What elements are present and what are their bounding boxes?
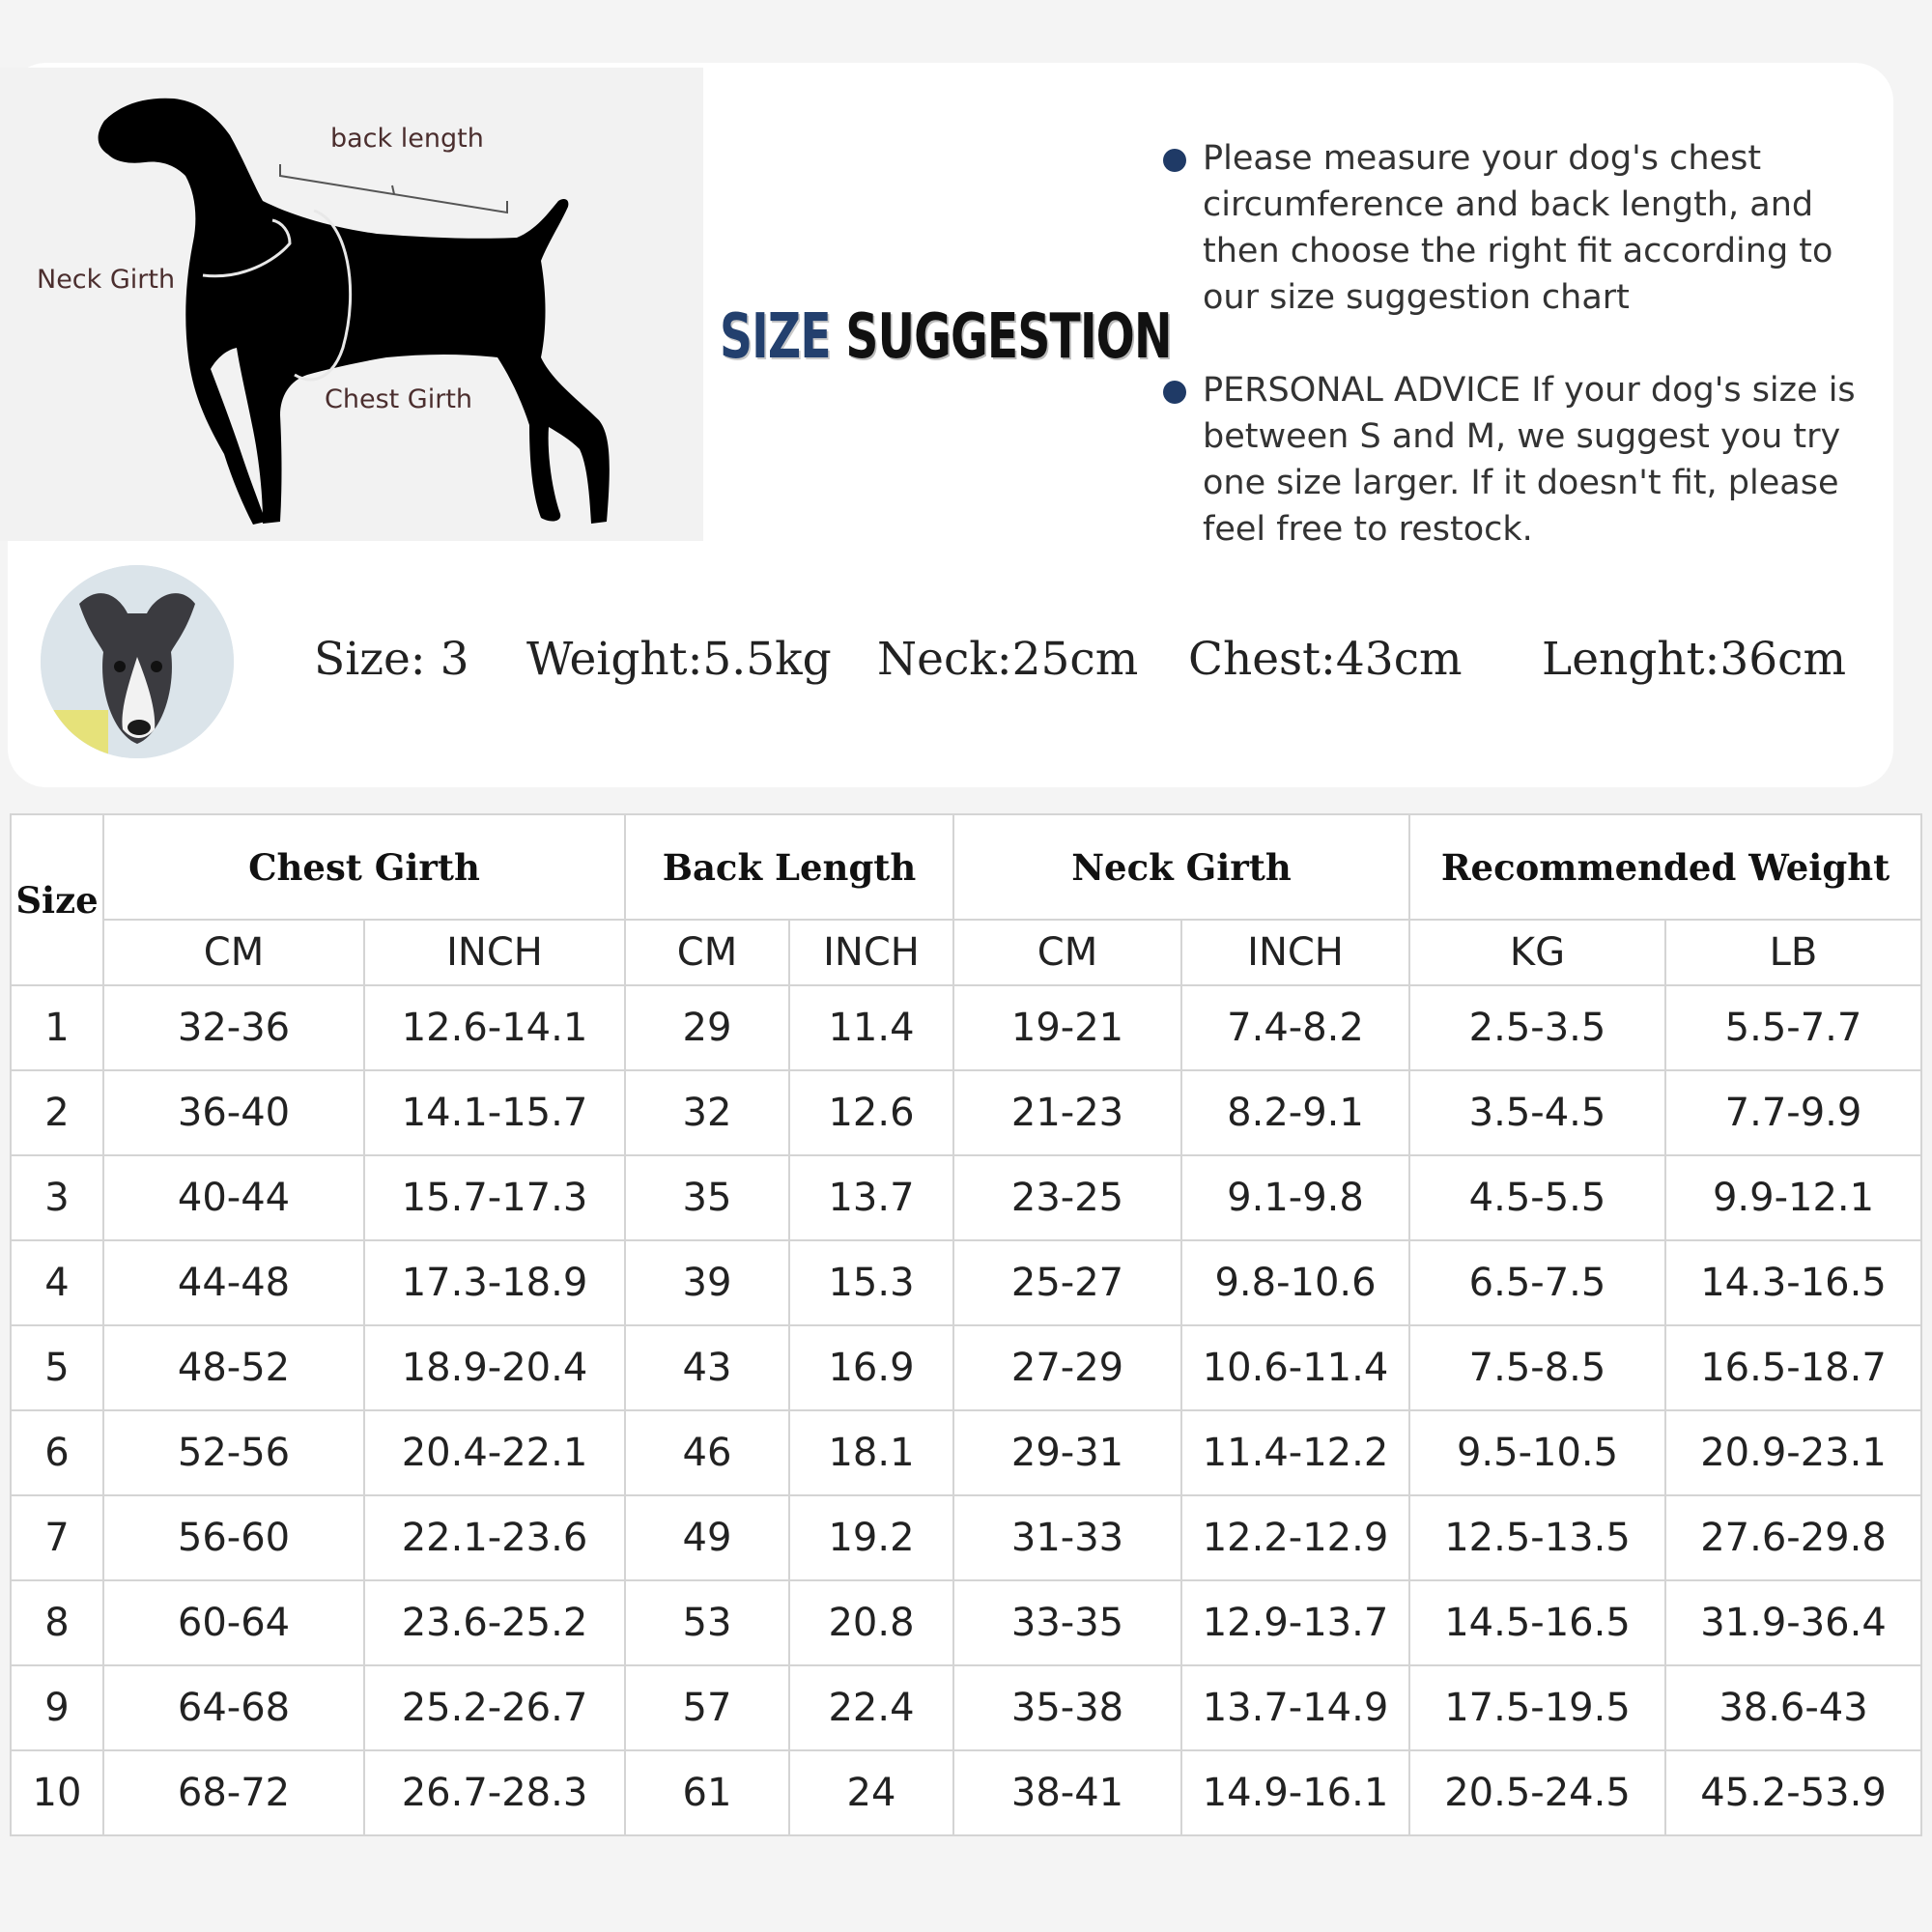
table-cell: 60-64 bbox=[103, 1580, 364, 1665]
table-cell: 35 bbox=[625, 1155, 789, 1240]
table-cell: 16.9 bbox=[789, 1325, 953, 1410]
tip-measure bbox=[1203, 135, 1898, 321]
recommended-weight-header: Recommended Weight bbox=[1409, 814, 1921, 920]
table-cell: 31.9-36.4 bbox=[1665, 1580, 1921, 1665]
table-cell: 22.1-23.6 bbox=[364, 1495, 625, 1580]
table-cell: 13.7 bbox=[789, 1155, 953, 1240]
table-cell: 35-38 bbox=[953, 1665, 1181, 1750]
table-cell: 27-29 bbox=[953, 1325, 1181, 1410]
table-cell: 13.7-14.9 bbox=[1181, 1665, 1409, 1750]
table-cell: 2.5-3.5 bbox=[1409, 985, 1665, 1070]
unit-header: KG bbox=[1409, 920, 1665, 985]
table-cell: 33-35 bbox=[953, 1580, 1181, 1665]
table-cell: 31-33 bbox=[953, 1495, 1181, 1580]
table-cell: 25.2-26.7 bbox=[364, 1665, 625, 1750]
table-cell: 20.4-22.1 bbox=[364, 1410, 625, 1495]
neck-girth-label: Neck Girth bbox=[37, 265, 176, 295]
table-cell: 32 bbox=[625, 1070, 789, 1155]
chest-girth-header: Chest Girth bbox=[103, 814, 625, 920]
table-cell: 12.5-13.5 bbox=[1409, 1495, 1665, 1580]
size-cell: 2 bbox=[11, 1070, 103, 1155]
size-cell: 9 bbox=[11, 1665, 103, 1750]
neck-girth-header: Neck Girth bbox=[953, 814, 1409, 920]
table-cell: 16.5-18.7 bbox=[1665, 1325, 1921, 1410]
back-length-label: back length bbox=[330, 124, 484, 154]
chest-girth-label: Chest Girth bbox=[325, 384, 473, 414]
size-column-header: Size bbox=[11, 814, 103, 985]
table-cell: 18.9-20.4 bbox=[364, 1325, 625, 1410]
table-cell: 24 bbox=[789, 1750, 953, 1835]
title-accent: SIZE bbox=[720, 301, 831, 373]
table-cell: 27.6-29.8 bbox=[1665, 1495, 1921, 1580]
table-group-header-row bbox=[11, 814, 1921, 920]
table-cell: 29-31 bbox=[953, 1410, 1181, 1495]
table-cell: 19.2 bbox=[789, 1495, 953, 1580]
unit-header: INCH bbox=[1181, 920, 1409, 985]
size-chart-table bbox=[10, 813, 1922, 1836]
table-cell: 20.5-24.5 bbox=[1409, 1750, 1665, 1835]
table-cell: 57 bbox=[625, 1665, 789, 1750]
size-cell: 5 bbox=[11, 1325, 103, 1410]
size-cell: 10 bbox=[11, 1750, 103, 1835]
page-title bbox=[720, 301, 1172, 373]
table-cell: 36-40 bbox=[103, 1070, 364, 1155]
table-cell: 45.2-53.9 bbox=[1665, 1750, 1921, 1835]
table-cell: 26.7-28.3 bbox=[364, 1750, 625, 1835]
table-row bbox=[11, 1580, 1921, 1665]
back-length-header: Back Length bbox=[625, 814, 953, 920]
table-cell: 61 bbox=[625, 1750, 789, 1835]
table-cell: 40-44 bbox=[103, 1155, 364, 1240]
size-cell: 4 bbox=[11, 1240, 103, 1325]
table-cell: 39 bbox=[625, 1240, 789, 1325]
table-row bbox=[11, 1410, 1921, 1495]
table-cell: 15.7-17.3 bbox=[364, 1155, 625, 1240]
table-cell: 44-48 bbox=[103, 1240, 364, 1325]
table-cell: 23.6-25.2 bbox=[364, 1580, 625, 1665]
tip-personal-advice bbox=[1203, 367, 1898, 553]
table-row bbox=[11, 1070, 1921, 1155]
table-cell: 15.3 bbox=[789, 1240, 953, 1325]
table-cell: 10.6-11.4 bbox=[1181, 1325, 1409, 1410]
table-cell: 3.5-4.5 bbox=[1409, 1070, 1665, 1155]
table-cell: 49 bbox=[625, 1495, 789, 1580]
measurement-diagram bbox=[0, 68, 703, 541]
dog-face-icon bbox=[41, 565, 234, 758]
tip-text: Please measure your dog's chest circumference and back length, and then choose the right fit according to our size suggestion chart bbox=[1203, 139, 1833, 317]
example-size: Size: 3 bbox=[314, 633, 469, 686]
table-cell: 68-72 bbox=[103, 1750, 364, 1835]
table-cell: 20.9-23.1 bbox=[1665, 1410, 1921, 1495]
table-cell: 17.3-18.9 bbox=[364, 1240, 625, 1325]
table-cell: 7.5-8.5 bbox=[1409, 1325, 1665, 1410]
bullet-icon bbox=[1163, 149, 1186, 172]
size-cell: 6 bbox=[11, 1410, 103, 1495]
table-cell: 9.9-12.1 bbox=[1665, 1155, 1921, 1240]
table-cell: 22.4 bbox=[789, 1665, 953, 1750]
table-cell: 38.6-43 bbox=[1665, 1665, 1921, 1750]
table-cell: 14.9-16.1 bbox=[1181, 1750, 1409, 1835]
table-cell: 12.2-12.9 bbox=[1181, 1495, 1409, 1580]
table-cell: 14.1-15.7 bbox=[364, 1070, 625, 1155]
size-cell: 8 bbox=[11, 1580, 103, 1665]
table-cell: 48-52 bbox=[103, 1325, 364, 1410]
bullet-icon bbox=[1163, 381, 1186, 404]
table-row bbox=[11, 1240, 1921, 1325]
title-rest: SUGGESTION bbox=[845, 301, 1172, 373]
example-neck: Neck:25cm bbox=[877, 633, 1139, 686]
example-weight: Weight:5.5kg bbox=[526, 633, 832, 686]
table-cell: 53 bbox=[625, 1580, 789, 1665]
table-cell: 32-36 bbox=[103, 985, 364, 1070]
table-cell: 12.6 bbox=[789, 1070, 953, 1155]
size-cell: 3 bbox=[11, 1155, 103, 1240]
table-row bbox=[11, 1665, 1921, 1750]
table-cell: 19-21 bbox=[953, 985, 1181, 1070]
unit-header: LB bbox=[1665, 920, 1921, 985]
table-cell: 7.4-8.2 bbox=[1181, 985, 1409, 1070]
unit-header: INCH bbox=[789, 920, 953, 985]
table-cell: 12.6-14.1 bbox=[364, 985, 625, 1070]
tip-text: PERSONAL ADVICE If your dog's size is between S and M, we suggest you try one size larger. If it doesn't fit, please feel free to restock. bbox=[1203, 371, 1856, 549]
table-cell: 56-60 bbox=[103, 1495, 364, 1580]
example-chest: Chest:43cm bbox=[1188, 633, 1463, 686]
table-cell: 23-25 bbox=[953, 1155, 1181, 1240]
table-cell: 20.8 bbox=[789, 1580, 953, 1665]
table-unit-header-row bbox=[11, 920, 1921, 985]
table-cell: 25-27 bbox=[953, 1240, 1181, 1325]
table-cell: 8.2-9.1 bbox=[1181, 1070, 1409, 1155]
table-cell: 6.5-7.5 bbox=[1409, 1240, 1665, 1325]
example-length: Lenght:36cm bbox=[1542, 633, 1847, 686]
table-cell: 4.5-5.5 bbox=[1409, 1155, 1665, 1240]
table-cell: 43 bbox=[625, 1325, 789, 1410]
table-cell: 52-56 bbox=[103, 1410, 364, 1495]
table-cell: 64-68 bbox=[103, 1665, 364, 1750]
table-row bbox=[11, 1495, 1921, 1580]
table-cell: 46 bbox=[625, 1410, 789, 1495]
table-cell: 38-41 bbox=[953, 1750, 1181, 1835]
table-cell: 9.8-10.6 bbox=[1181, 1240, 1409, 1325]
size-cell: 1 bbox=[11, 985, 103, 1070]
unit-header: CM bbox=[103, 920, 364, 985]
table-row bbox=[11, 1155, 1921, 1240]
table-cell: 17.5-19.5 bbox=[1409, 1665, 1665, 1750]
table-row bbox=[11, 1750, 1921, 1835]
table-cell: 11.4 bbox=[789, 985, 953, 1070]
table-cell: 14.3-16.5 bbox=[1665, 1240, 1921, 1325]
unit-header: CM bbox=[953, 920, 1181, 985]
table-row bbox=[11, 1325, 1921, 1410]
dog-photo-avatar bbox=[41, 565, 234, 758]
size-cell: 7 bbox=[11, 1495, 103, 1580]
table-cell: 11.4-12.2 bbox=[1181, 1410, 1409, 1495]
table-cell: 5.5-7.7 bbox=[1665, 985, 1921, 1070]
table-cell: 21-23 bbox=[953, 1070, 1181, 1155]
unit-header: INCH bbox=[364, 920, 625, 985]
table-cell: 29 bbox=[625, 985, 789, 1070]
table-row bbox=[11, 985, 1921, 1070]
table-cell: 18.1 bbox=[789, 1410, 953, 1495]
table-cell: 14.5-16.5 bbox=[1409, 1580, 1665, 1665]
unit-header: CM bbox=[625, 920, 789, 985]
table-cell: 9.1-9.8 bbox=[1181, 1155, 1409, 1240]
table-cell: 12.9-13.7 bbox=[1181, 1580, 1409, 1665]
table-cell: 9.5-10.5 bbox=[1409, 1410, 1665, 1495]
table-cell: 7.7-9.9 bbox=[1665, 1070, 1921, 1155]
